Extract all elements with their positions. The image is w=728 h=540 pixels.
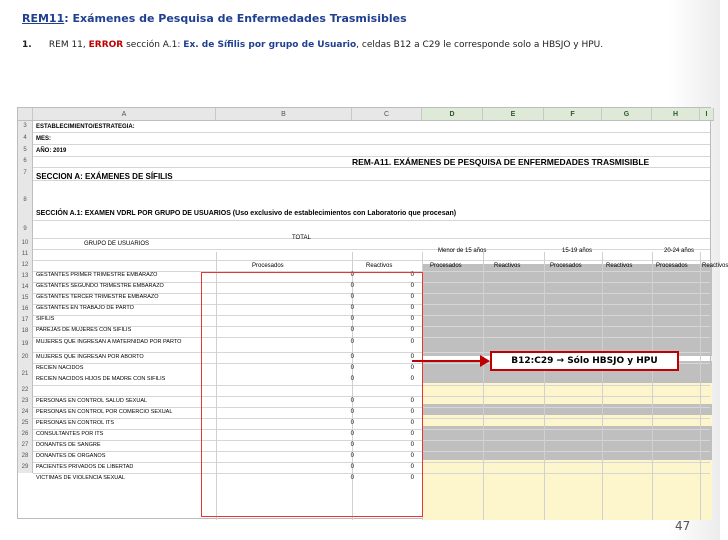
zero-value-c: 0 <box>350 409 354 415</box>
gray-fill-row22 <box>422 404 712 415</box>
row-header: 15 <box>18 293 33 304</box>
row-label: DONANTES DE SANGRE <box>36 442 101 448</box>
yellow-fill-bottom <box>422 460 712 520</box>
cell-rem-title: REM-A11. EXÁMENES DE PESQUISA DE ENFERMEDADES TRASMISIBLE <box>352 157 650 167</box>
vline-f <box>544 252 545 520</box>
row-label: MUJERES QUE INGRESAN A MATERNIDAD POR PARTO <box>36 339 182 345</box>
zero-value-c: 0 <box>350 431 354 437</box>
row-label: PERSONAS EN CONTROL SALUD SEXUAL <box>36 398 148 404</box>
row-header: 29 <box>18 462 33 473</box>
row-header: 14 <box>18 282 33 293</box>
selection-box-b12-c29 <box>201 272 423 517</box>
row-header: 22 <box>18 385 33 396</box>
cell-range-20-24: 20-24 años <box>664 248 695 254</box>
slide-title <box>22 12 407 25</box>
cell-mes: MES: <box>36 136 51 142</box>
column-header-f: F <box>544 108 602 121</box>
row-header: 9 <box>18 220 33 238</box>
callout-arrow-line <box>412 360 486 362</box>
corner-header <box>18 108 33 121</box>
subheader-h: Procesados <box>656 263 688 269</box>
bullet-item <box>22 40 603 50</box>
zero-value-d: 0 <box>410 365 414 371</box>
column-header-a: A <box>33 108 216 121</box>
zero-value-c: 0 <box>350 376 354 382</box>
cell-establecimiento: ESTABLECIMIENTO/ESTRATEGIA: <box>36 124 135 130</box>
row-gridline <box>33 167 710 168</box>
row-header: 20 <box>18 352 33 363</box>
row-label: MUJERES QUE INGRESAN POR ABORTO <box>36 354 144 360</box>
row-header: 21 <box>18 363 33 385</box>
page-number: 47 <box>675 519 691 533</box>
row-header: 19 <box>18 337 33 352</box>
column-header-b: B <box>216 108 352 121</box>
zero-value-d: 0 <box>410 283 414 289</box>
row-header: 4 <box>18 132 33 144</box>
zero-value-c: 0 <box>350 420 354 426</box>
bullet-part3: , celdas B12 a C29 le corresponde solo a HBSJO y HPU. <box>356 40 604 50</box>
row-label: DONANTES DE ORGANOS <box>36 453 106 459</box>
row-label: CONSULTANTES POR ITS <box>36 431 104 437</box>
row-header: 8 <box>18 180 33 220</box>
row-label: PERSONAS EN CONTROL POR COMERCIO SEXUAL <box>36 409 173 415</box>
zero-value-d: 0 <box>410 442 414 448</box>
row-header: 18 <box>18 326 33 337</box>
zero-value-d: 0 <box>410 398 414 404</box>
row-label: GESTANTES EN TRABAJO DE PARTO <box>36 305 134 311</box>
cell-anio: AÑO: 2019 <box>36 148 67 154</box>
zero-value-c: 0 <box>350 475 354 481</box>
row-gridline <box>33 238 710 239</box>
zero-value-c: 0 <box>350 453 354 459</box>
zero-value-d: 0 <box>410 464 414 470</box>
row-header: 16 <box>18 304 33 315</box>
zero-value-d: 0 <box>410 475 414 481</box>
zero-value-c: 0 <box>350 316 354 322</box>
bullet-section: Ex. de Sífilis por grupo de Usuario <box>183 40 357 50</box>
cell-menor-15: Menor de 15 años <box>438 248 487 254</box>
row-header: 23 <box>18 396 33 407</box>
zero-value-c: 0 <box>350 365 354 371</box>
row-gridline <box>33 132 710 133</box>
row-header: 10 <box>18 238 33 249</box>
row-label: RECIEN NACIDOS HIJOS DE MADRE CON SIFILIS <box>36 376 166 382</box>
zero-value-c: 0 <box>350 327 354 333</box>
row-label: PAREJAS DE MUJERES CON SIFILIS <box>36 327 132 333</box>
zero-value-d: 0 <box>410 327 414 333</box>
subheader-f: Procesados <box>550 263 582 269</box>
zero-value-d: 0 <box>410 376 414 382</box>
row-header: 13 <box>18 271 33 282</box>
callout-arrow-head <box>480 355 490 367</box>
title-text: : Exámenes de Pesquisa de Enfermedades Trasmisibles <box>64 12 407 25</box>
row-header: 26 <box>18 429 33 440</box>
zero-value-c: 0 <box>350 283 354 289</box>
cell-seccion-a1: SECCIÓN A.1: EXAMEN VDRL POR GRUPO DE USUARIOS (Uso exclusivo de establecimientos con Laboratorio que procesan) <box>36 210 457 217</box>
column-header-g: G <box>602 108 652 121</box>
zero-value-d: 0 <box>410 453 414 459</box>
column-header-h: H <box>652 108 700 121</box>
zero-value-d: 0 <box>410 272 414 278</box>
row-gridline <box>33 249 710 250</box>
subheader-e: Reactivos <box>494 263 521 269</box>
bullet-number: 1. <box>22 40 32 50</box>
vline-g <box>602 252 603 520</box>
column-header-c: C <box>352 108 422 121</box>
zero-value-c: 0 <box>350 398 354 404</box>
column-header-i: I <box>700 108 714 121</box>
gray-fill-upper <box>422 264 712 356</box>
yellow-fill-row23 <box>422 415 712 426</box>
zero-value-c: 0 <box>350 294 354 300</box>
bullet-part2: sección A.1: <box>126 40 181 50</box>
row-header: 3 <box>18 121 33 132</box>
gray-fill-row24 <box>422 426 712 460</box>
title-rem-link[interactable]: REM11 <box>22 12 65 25</box>
row-label: GESTANTES SEGUNDO TRIMESTRE EMBARAZO <box>36 283 164 289</box>
zero-value-c: 0 <box>350 442 354 448</box>
cell-grupo-usuarios: GRUPO DE USUARIOS <box>84 241 150 247</box>
subheader-d: Procesados <box>430 263 462 269</box>
zero-value-d: 0 <box>410 316 414 322</box>
vline-i <box>700 252 701 520</box>
zero-value-d: 0 <box>410 409 414 415</box>
row-header: 24 <box>18 407 33 418</box>
row-header: 28 <box>18 451 33 462</box>
row-header: 12 <box>18 260 33 271</box>
row-header: 25 <box>18 418 33 429</box>
vline-h <box>652 252 653 520</box>
bullet-part1: REM 11, <box>48 40 86 50</box>
row-header: 7 <box>18 167 33 180</box>
row-label: RECIEN NACIDOS <box>36 365 84 371</box>
row-gridline <box>33 260 710 261</box>
vline-e <box>483 252 484 520</box>
cell-seccion-a: SECCION A: EXÁMENES DE SÍFILIS <box>36 172 173 181</box>
zero-value-d: 0 <box>410 339 414 345</box>
zero-value-c: 0 <box>350 339 354 345</box>
spreadsheet-screenshot <box>17 107 728 519</box>
zero-value-c: 0 <box>350 272 354 278</box>
bullet-error: ERROR <box>88 40 124 50</box>
zero-value-d: 0 <box>410 354 414 360</box>
row-header: 17 <box>18 315 33 326</box>
subheader-i: Reactivos <box>702 263 728 269</box>
subheader-c: Reactivos <box>366 263 393 269</box>
zero-value-d: 0 <box>410 305 414 311</box>
zero-value-c: 0 <box>350 354 354 360</box>
callout-box: B12:C29 → Sólo HBSJO y HPU <box>490 351 679 371</box>
cell-range-15-19: 15-19 años <box>562 248 593 254</box>
row-label: VICTIMAS DE VIOLENCIA SEXUAL <box>36 475 125 481</box>
row-label: GESTANTES PRIMER TRIMESTRE EMBARAZO <box>36 272 158 278</box>
row-label: PACIENTES PRIVADOS DE LIBERTAD <box>36 464 134 470</box>
zero-value-d: 0 <box>410 420 414 426</box>
column-header-e: E <box>483 108 544 121</box>
row-label: GESTANTES TERCER TRIMESTRE EMBARAZO <box>36 294 159 300</box>
row-label: SIFILIS <box>36 316 55 322</box>
yellow-fill-rows20 <box>422 383 712 404</box>
zero-value-d: 0 <box>410 294 414 300</box>
row-label: PERSONAS EN CONTROL ITS <box>36 420 115 426</box>
row-gridline <box>33 144 710 145</box>
row-header: 27 <box>18 440 33 451</box>
row-header: 6 <box>18 156 33 167</box>
subheader-g: Reactivos <box>606 263 633 269</box>
subheader-b: Procesados <box>252 263 284 269</box>
cell-total: TOTAL <box>292 235 311 241</box>
row-header: 5 <box>18 144 33 156</box>
zero-value-d: 0 <box>410 431 414 437</box>
column-header-d: D <box>422 108 483 121</box>
zero-value-c: 0 <box>350 464 354 470</box>
zero-value-c: 0 <box>350 305 354 311</box>
row-header: 11 <box>18 249 33 260</box>
row-gridline <box>33 220 710 221</box>
